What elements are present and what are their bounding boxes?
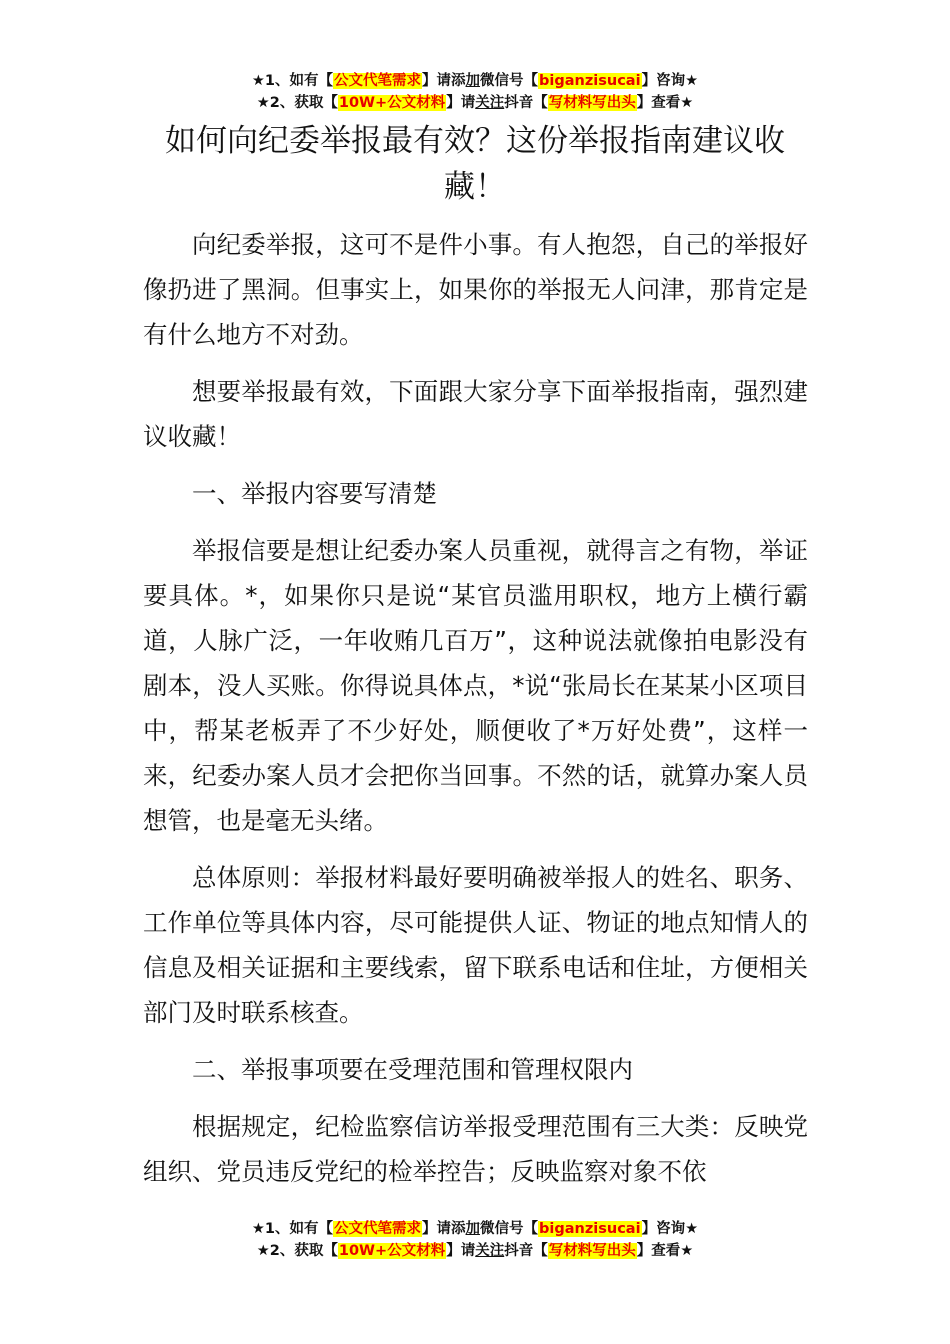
banner-underlined-text: 加 [465,1221,481,1237]
banner-line-2 [0,1240,950,1262]
banner-underlined-text: 关注 [475,1243,505,1259]
document-body [143,222,808,1206]
banner-highlight: 写材料写出头 [548,95,636,111]
banner-highlight: 10W+公文材料 [338,95,446,111]
banner-highlight: 公文代笔需求 [334,1221,422,1237]
banner-underlined-text: 关注 [475,95,505,111]
banner-text: 抖音【 [504,95,548,111]
banner-text: 】请添 [422,73,466,89]
document-title: 如何向纪委举报最有效？这份举报指南建议收藏！ [165,123,785,205]
banner-highlight: 10W+公文材料 [338,1243,446,1259]
banner-text: ★1、如有【 [251,1221,334,1237]
paragraph-principle: 总体原则：举报材料最好要明确被举报人的姓名、职务、工作单位等具体内容，尽可能提供人证、物证的地点知情人的信息及相关证据和主要线索，留下联系电话和住址，方便相关部门及时联系核查。 [143,863,808,1027]
banner-line-1 [0,70,950,92]
banner-text: 】请 [446,1243,476,1259]
banner-text: ★2、获取【 [256,95,338,111]
banner-underlined-text: 加 [465,73,481,89]
footer-banner [0,1218,950,1262]
banner-text: 】请添 [422,1221,466,1237]
header-banner [0,70,950,114]
banner-text: 】查看★ [636,95,694,111]
paragraph-intro: 向纪委举报，这可不是件小事。有人抱怨，自己的举报好像扔进了黑洞。但事实上，如果你的举报无人问津，那肯定是有什么地方不对劲。 [143,230,808,349]
section-heading-1: 一、举报内容要写清楚 [192,479,437,508]
banner-text: ★2、获取【 [256,1243,338,1259]
banner-text: 】请 [446,95,476,111]
paragraph-recommend: 想要举报最有效，下面跟大家分享下面举报指南，强烈建议收藏！ [143,377,808,451]
banner-text: ★1、如有【 [251,73,334,89]
banner-text: 】查看★ [636,1243,694,1259]
banner-text: 微信号【 [480,1221,539,1237]
banner-text: 抖音【 [504,1243,548,1259]
banner-highlight: biganzisucai [539,73,641,89]
banner-highlight: 写材料写出头 [548,1243,636,1259]
banner-text: 】咨询★ [641,1221,699,1237]
paragraph-section-1-body: 举报信要是想让纪委办案人员重视，就得言之有物，举证要具体。*，如果你只是说“某官员滥用职权，地方上横行霸道，人脉广泛，一年收贿几百万”，这种说法就像拍电影没有剧本，没人买账。你得说具体点，*说“张局长在某某小区项目中，帮某老板弄了不少好处，顺便收了*万好处费”，这样一来，纪委办案人员才会把你当回事。不然的话，就算办案人员想管，也是毫无头绪。 [143,536,808,835]
banner-line-2 [0,92,950,114]
banner-text: 】咨询★ [641,73,699,89]
section-heading-2: 二、举报事项要在受理范围和管理权限内 [192,1055,633,1084]
banner-text: 微信号【 [480,73,539,89]
banner-highlight: 公文代笔需求 [334,73,422,89]
banner-line-1 [0,1218,950,1240]
paragraph-section-2-body: 根据规定，纪检监察信访举报受理范围有三大类：反映党组织、党员违反党纪的检举控告；反映监察对象不依 [143,1112,808,1186]
banner-highlight: biganzisucai [539,1221,641,1237]
